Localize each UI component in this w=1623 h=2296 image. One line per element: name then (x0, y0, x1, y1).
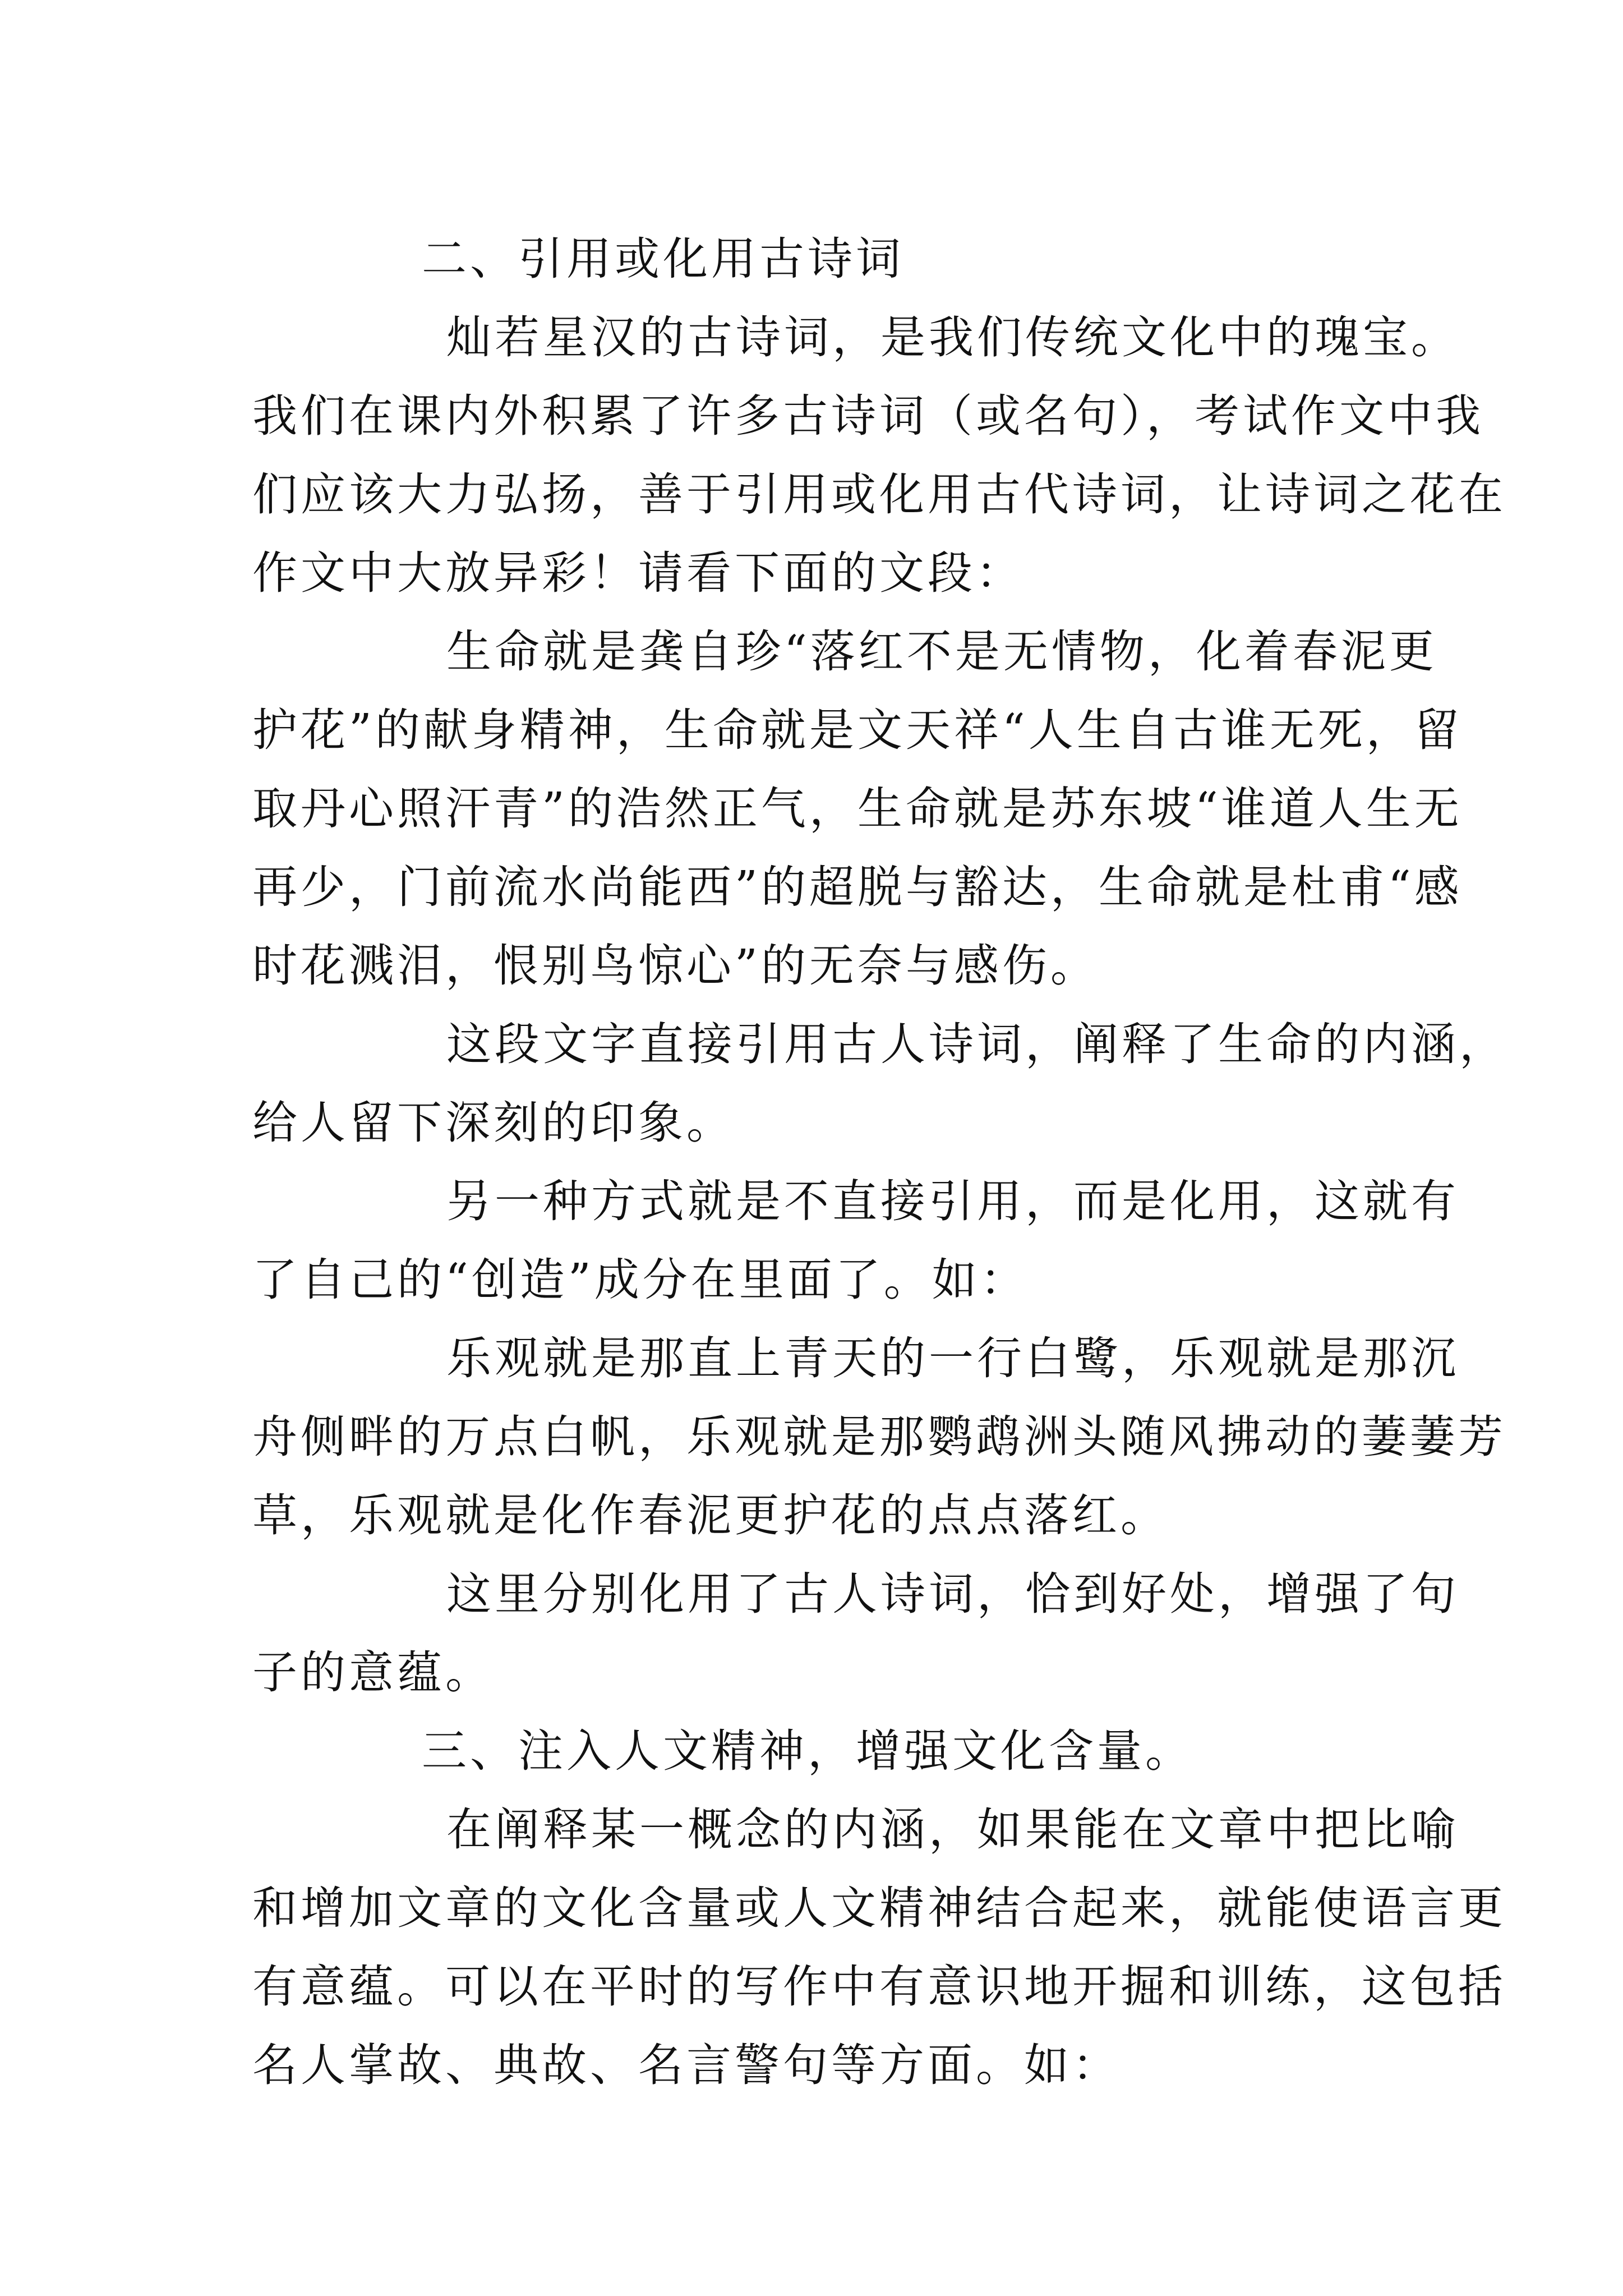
paragraph-line: 生命就是龚自珍“落红不是无情物，化着春泥更 (446, 625, 1437, 678)
paragraph-line: 护花”的献身精神，生命就是文天祥“人生自古谁无死，留 (252, 704, 1463, 756)
paragraph-line: 草，乐观就是化作春泥更护花的点点落红。 (252, 1489, 1169, 1542)
paragraph-line: 这里分别化用了古人诗词，恰到好处，增强了句 (446, 1568, 1459, 1620)
paragraph-line: 名人掌故、典故、名言警句等方面。如： (252, 2039, 1121, 2091)
paragraph-line: 再少，门前流水尚能西”的超脱与豁达，生命就是杜甫“感 (252, 861, 1463, 913)
paragraph-line: 了自己的“创造”成分在里面了。如： (252, 1254, 1029, 1306)
paragraph-line: 给人留下深刻的印象。 (252, 1097, 735, 1149)
paragraph-line: 舟侧畔的万点白帆，乐观就是那鹦鹉洲头随风拂动的萋萋芳 (252, 1411, 1506, 1463)
section-heading-two: 二、引用或化用古诗词 (422, 233, 904, 285)
paragraph-line: 另一种方式就是不直接引用，而是化用，这就有 (446, 1175, 1459, 1227)
paragraph-line: 作文中大放异彩！请看下面的文段： (252, 547, 1024, 599)
paragraph-line: 子的意蕴。 (252, 1646, 494, 1699)
paragraph-line: 有意蕴。可以在平时的写作中有意识地开掘和训练，这包括 (252, 1961, 1506, 2013)
paragraph-line: 我们在课内外积累了许多古诗词（或名句），考试作文中我 (252, 390, 1484, 442)
paragraph-line: 取丹心照汗青”的浩然正气，生命就是苏东坡“谁道人生无 (252, 783, 1463, 835)
paragraph-line: 这段文字直接引用古人诗词，阐释了生命的内涵， (446, 1018, 1507, 1070)
paragraph-line: 们应该大力弘扬，善于引用或化用古代诗词，让诗词之花在 (252, 468, 1506, 521)
paragraph-line: 和增加文章的文化含量或人文精神结合起来，就能使语言更 (252, 1882, 1506, 1934)
paragraph-line: 乐观就是那直上青天的一行白鹭，乐观就是那沉 (446, 1332, 1459, 1384)
paragraph-line: 时花溅泪，恨别鸟惊心”的无奈与感伤。 (252, 940, 1099, 992)
paragraph-line: 在阐释某一概念的内涵，如果能在文章中把比喻 (446, 1803, 1459, 1856)
document-body (252, 220, 1507, 2105)
section-heading-three: 三、注入人文精神，增强文化含量。 (422, 1725, 1193, 1777)
paragraph-line: 灿若星汉的古诗词，是我们传统文化中的瑰宝。 (446, 311, 1459, 364)
